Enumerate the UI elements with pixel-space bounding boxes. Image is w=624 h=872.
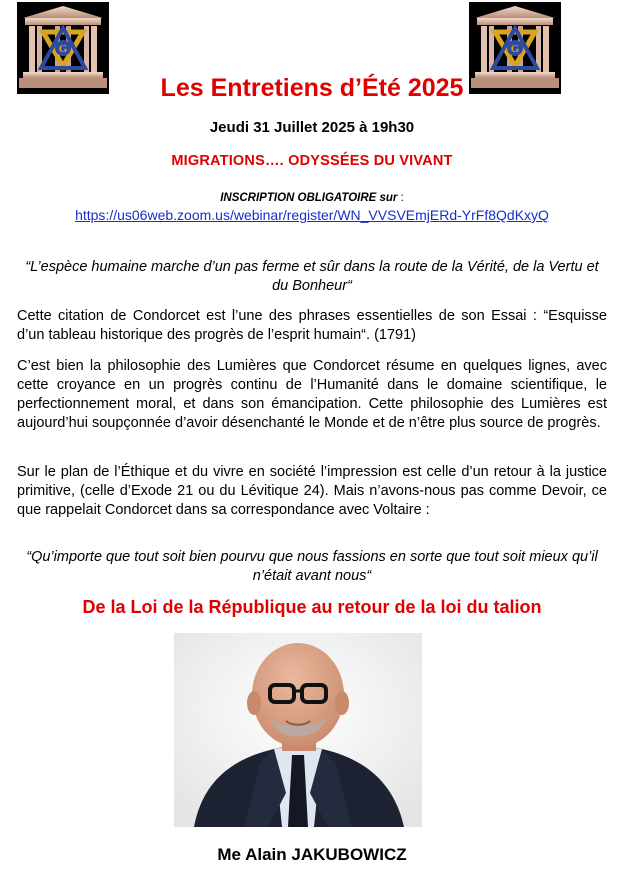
registration-suffix: :: [397, 192, 404, 204]
paragraph-intro: Cette citation de Condorcet est l’une des phrases essentielles de son Essai : “Esquisse d’un tableau historique des progrès de l’esprit humain“. (1791): [17, 308, 607, 343]
speaker-name: Me Alain JAKUBOWICZ: [217, 845, 407, 864]
svg-text:G: G: [510, 43, 520, 55]
page-title: Les Entretiens d’Été 2025: [160, 74, 464, 102]
speaker-portrait-photo: [174, 633, 422, 827]
condorcet-quote: “L’espèce humaine marche d’un pas ferme et sûr dans la route de la Vérité, de la Vertu et du Bonheur“: [25, 259, 599, 294]
paragraph-philosophy: C’est bien la philosophie des Lumières que Condorcet résume en quelques lignes, avec cette croyance en un progrès continu de l’Humanité dans le domaine scientifique, le perfectionnement moral, et dans son émancipation. Cette philosophie des Lumières est aujourd’hui soupçonnée d’avoir désenchanté le Monde et de n’être plus source de progrès.: [17, 358, 607, 431]
event-theme: MIGRATIONS…. ODYSSÉES DU VIVANT: [171, 153, 453, 169]
registration-link[interactable]: https://us06web.zoom.us/webinar/register/WN_VVSVEmjERd-YrFf8QdKxyQ: [75, 207, 549, 223]
registration-label: INSCRIPTION OBLIGATOIRE sur: [220, 192, 398, 204]
event-date: Jeudi 31 Juillet 2025 à 19h30: [209, 119, 415, 136]
svg-text:G: G: [58, 43, 68, 55]
voltaire-quote: “Qu’importe que tout soit bien pourvu que nous fassions en sorte que tout soit mieux qu’il n’était avant nous“: [26, 549, 598, 584]
registration-notice: [0, 192, 624, 204]
lecture-subtitle: De la Loi de la République au retour de la loi du talion: [82, 597, 542, 617]
paragraph-ethics: Sur le plan de l’Éthique et du vivre en société l’impression est celle d’un retour à la justice primitive, (celle d’Exode 21 ou du Lévitique 24). Mais n’avons-nous pas comme Devoir, ce que rappelait Condorcet dans sa correspondance avec Voltaire :: [17, 464, 607, 518]
